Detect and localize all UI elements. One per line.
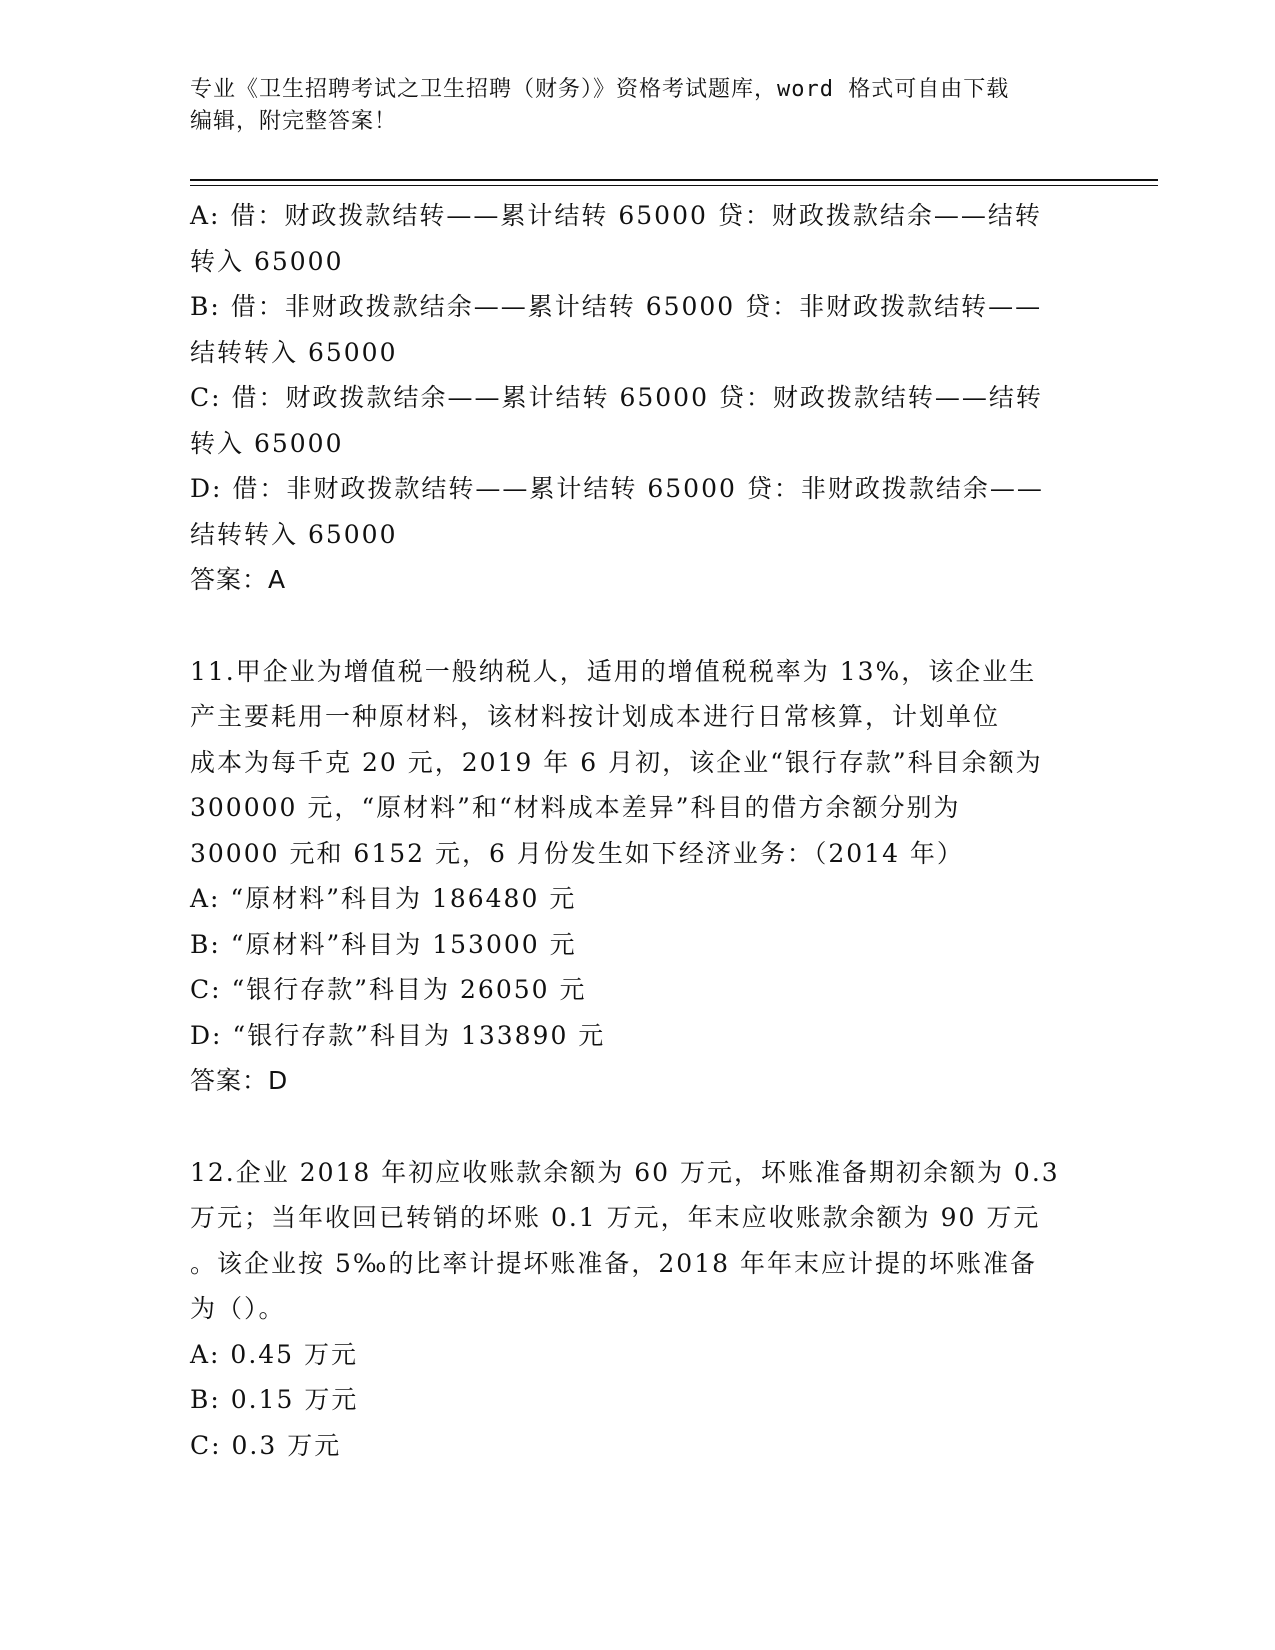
document-body: [190, 193, 1090, 1468]
option-d: D: “银行存款”科目为 133890 元: [190, 1020, 606, 1050]
option-d: D: 借：非财政拨款结转——累计结转 65000 贷：非财政拨款结余——: [190, 474, 1044, 503]
question-stem-line: 12.企业 2018 年初应收账款余额为 60 万元，坏账准备期初余额为 0.3: [190, 1157, 1060, 1187]
question-stem-line: 成本为每千克 20 元，2019 年 6 月初，该企业“银行存款”科目余额为: [190, 747, 1043, 777]
option-c-continued: 转入 65000: [190, 428, 344, 458]
question-stem-line: 11.甲企业为增值税一般纳税人，适用的增值税税率为 13%，该企业生: [190, 656, 1037, 686]
question-11: [190, 649, 1090, 1059]
answer-10: 答案：A: [190, 565, 287, 594]
question-stem-line: 产主要耗用一种原材料，该材料按计划成本进行日常核算，计划单位: [190, 702, 1001, 731]
option-c: C: “银行存款”科目为 26050 元: [190, 975, 587, 1004]
option-a: A: “原材料”科目为 186480 元: [190, 884, 577, 913]
header-divider: [190, 179, 1158, 181]
header-line: 编辑，附完整答案！: [190, 109, 398, 134]
spacer: [190, 603, 1090, 649]
spacer: [190, 1104, 1090, 1150]
option-a: A: 借：财政拨款结转——累计结转 65000 贷：财政拨款结余——结转: [190, 201, 1042, 230]
document-header: [190, 74, 1090, 138]
question-10-options: [190, 193, 1090, 557]
option-b: B: 0.15 万元: [190, 1385, 359, 1414]
question-12: [190, 1150, 1090, 1469]
question-stem-line: 。该企业按 5‰的比率计提坏账准备，2018 年年末应计提的坏账准备: [190, 1248, 1037, 1278]
option-b: B: “原材料”科目为 153000 元: [190, 929, 577, 959]
option-b: B: 借：非财政拨款结余——累计结转 65000 贷：非财政拨款结转——: [190, 292, 1043, 321]
option-c: C: 借：财政拨款结余——累计结转 65000 贷：财政拨款结转——结转: [190, 383, 1043, 412]
answer-11: 答案：D: [190, 1066, 289, 1095]
question-stem-line: 为（）。: [190, 1294, 286, 1323]
question-stem-line: 30000 元和 6152 元，6 月份发生如下经济业务：（2014 年）: [190, 838, 964, 868]
header-divider-thin: [190, 185, 1158, 186]
option-b-continued: 结转转入 65000: [190, 337, 398, 367]
question-stem-line: 300000 元，“原材料”和“材料成本差异”科目的借方余额分别为: [190, 793, 961, 822]
option-d-continued: 结转转入 65000: [190, 519, 398, 549]
header-line: 专业《卫生招聘考试之卫生招聘（财务）》资格考试题库，word 格式可自由下载: [190, 77, 1010, 102]
option-c: C: 0.3 万元: [190, 1430, 342, 1460]
option-a-continued: 转入 65000: [190, 246, 344, 276]
question-stem-line: 万元；当年收回已转销的坏账 0.1 万元，年末应收账款余额为 90 万元: [190, 1203, 1041, 1232]
option-a: A: 0.45 万元: [190, 1339, 359, 1369]
